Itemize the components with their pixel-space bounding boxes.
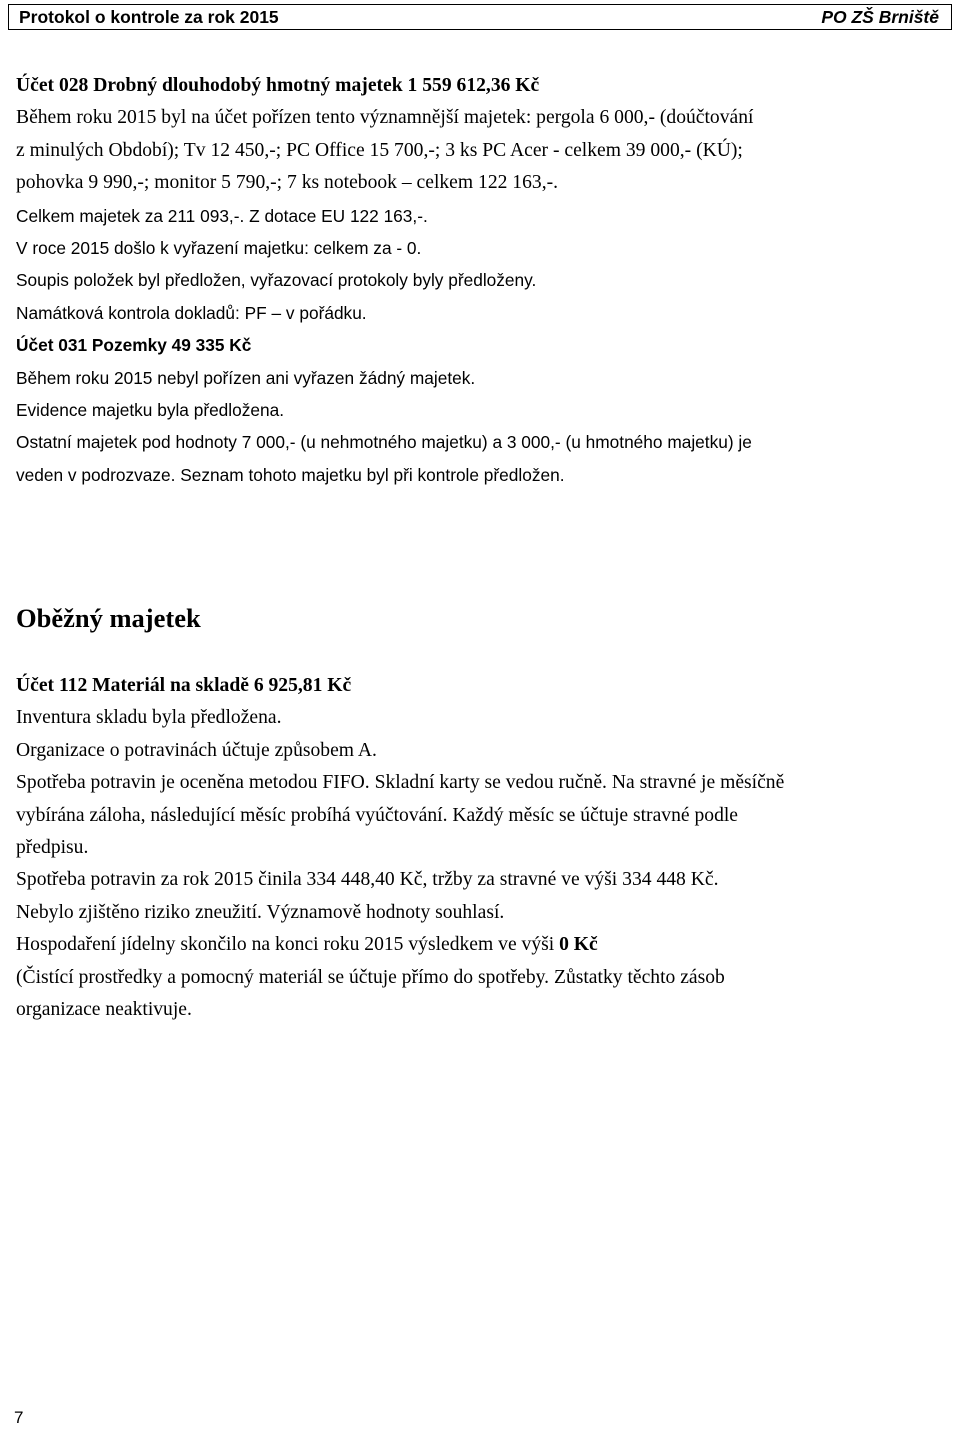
account-031-heading: Účet 031 Pozemky 49 335 Kč [16, 335, 252, 356]
account-112-line: Spotřeba potravin je oceněna metodou FIFO. Skladní karty se vedou ručně. Na stravné je měsíčně [16, 772, 785, 794]
canteen-result-text: Hospodaření jídelny skončilo na konci roku 2015 výsledkem ve výši [16, 934, 560, 956]
fixed-assets-section [16, 70, 946, 491]
account-031-line: Během roku 2015 nebyl pořízen ani vyřazen žádný majetek. [16, 367, 476, 388]
account-031-line: veden v podrozvaze. Seznam tohoto majetku byl při kontrole předložen. [16, 464, 565, 485]
account-112-note: organizace neaktivuje. [16, 999, 192, 1021]
account-028-heading: Účet 028 Drobný dlouhodobý hmotný majetek 1 559 612,36 Kč [16, 75, 540, 96]
canteen-result-value: 0 Kč [559, 934, 598, 956]
summary-line: Namátková kontrola dokladů: PF – v pořádku. [16, 302, 367, 323]
header-organization: PO ZŠ Brniště [821, 7, 939, 27]
account-028-line: Během roku 2015 byl na účet pořízen tento významnější majetek: pergola 6 000,- (doúčtování [16, 107, 754, 129]
account-112-heading: Účet 112 Materiál na skladě 6 925,81 Kč [16, 675, 352, 696]
account-112-line: Inventura skladu byla předložena. [16, 707, 282, 729]
canteen-result-line [16, 929, 951, 961]
account-031-line: Evidence majetku byla předložena. [16, 400, 285, 421]
account-112-line: Organizace o potravinách účtuje způsobem A. [16, 739, 377, 761]
account-028-line: z minulých Období); Tv 12 450,-; PC Office 15 700,-; 3 ks PC Acer - celkem 39 000,- (KÚ); [16, 139, 743, 161]
account-112-line: předpisu. [16, 837, 89, 859]
summary-line: Celkem majetek za 211 093,-. Z dotace EU 122 163,-. [16, 205, 428, 226]
account-028-line: pohovka 9 990,-; monitor 5 790,-; 7 ks notebook – celkem 122 163,-. [16, 172, 559, 194]
page-header [8, 4, 952, 30]
account-112-line: Spotřeba potravin za rok 2015 činila 334 448,40 Kč, tržby za stravné ve výši 334 448 Kč. [16, 869, 719, 891]
account-031-line: Ostatní majetek pod hodnoty 7 000,- (u nehmotného majetku) a 3 000,- (u hmotného majetku) je [16, 432, 752, 453]
current-assets-title: Oběžný majetek [16, 603, 201, 633]
account-112-line: vybírána záloha, následující měsíc probíhá vyúčtování. Každý měsíc se účtuje stravné podle [16, 804, 739, 826]
current-assets-section [16, 670, 951, 1026]
account-112-line: Nebylo zjištěno riziko zneužití. Významově hodnoty souhlasí. [16, 901, 505, 923]
summary-line: Soupis položek byl předložen, vyřazovací protokoly byly předloženy. [16, 270, 537, 291]
summary-line: V roce 2015 došlo k vyřazení majetku: celkem za - 0. [16, 238, 422, 259]
header-title: Protokol o kontrole za rok 2015 [19, 7, 279, 27]
account-112-note: (Čistící prostředky a pomocný materiál se účtuje přímo do spotřeby. Zůstatky těchto zásob [16, 966, 725, 988]
page-number: 7 [14, 1408, 24, 1427]
